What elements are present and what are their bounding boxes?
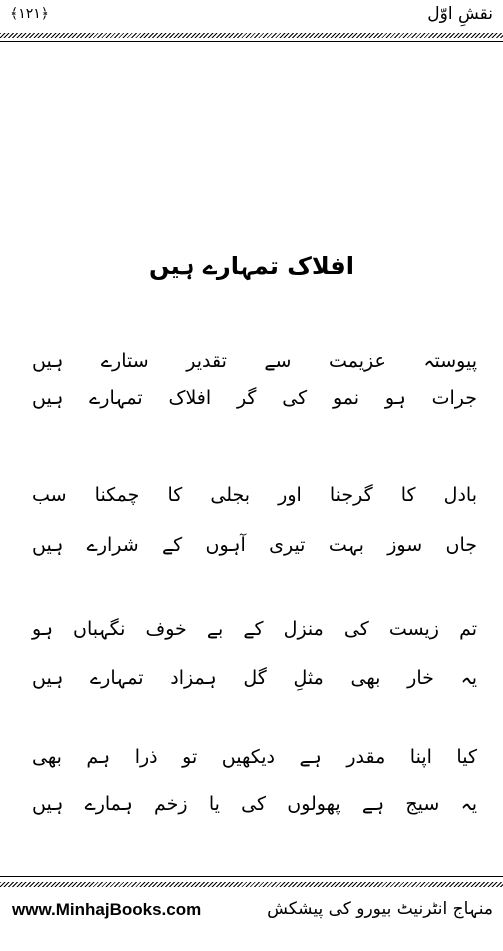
poem-title: افلاک تمہارے ہیں (149, 252, 354, 280)
page-number: ﴾۱۲۱﴿ (10, 6, 49, 22)
verse-line: جاں سوز بہت تیری آہوں کے شرارے ہیں (32, 534, 477, 556)
header-rule-thin (0, 41, 503, 42)
verse-line: جرات ہو نمو کی گر افلاک تمہارے ہیں (32, 387, 477, 409)
footer-rule-hatched (0, 882, 503, 887)
verse-line: یہ خار بھی مثلِ گل ہمزاد تمہارے ہیں (32, 667, 477, 689)
verse-line: کیا اپنا مقدر ہے دیکھیں تو ذرا ہم بھی (32, 746, 477, 768)
page-header (0, 0, 503, 48)
verse-line: بادل کا گرجنا اور بجلی کا چمکنا سب (32, 484, 477, 506)
footer-rule-thin (0, 876, 503, 877)
header-rule-hatched (0, 33, 503, 38)
verse-line: تم زیست کی منزل کے بے خوف نگہباں ہو (32, 618, 477, 640)
website-link[interactable]: www.MinhajBooks.com (12, 900, 202, 919)
verse-line: پیوستہ عزیمت سے تقدیر ستارے ہیں (32, 350, 477, 372)
verse-line: یہ سیج ہے پھولوں کی یا زخم ہمارے ہیں (32, 793, 477, 815)
publisher-note: منہاج انٹرنیٹ بیورو کی پیشکش (267, 899, 493, 919)
book-title: نقشِ اوّل (427, 4, 493, 24)
